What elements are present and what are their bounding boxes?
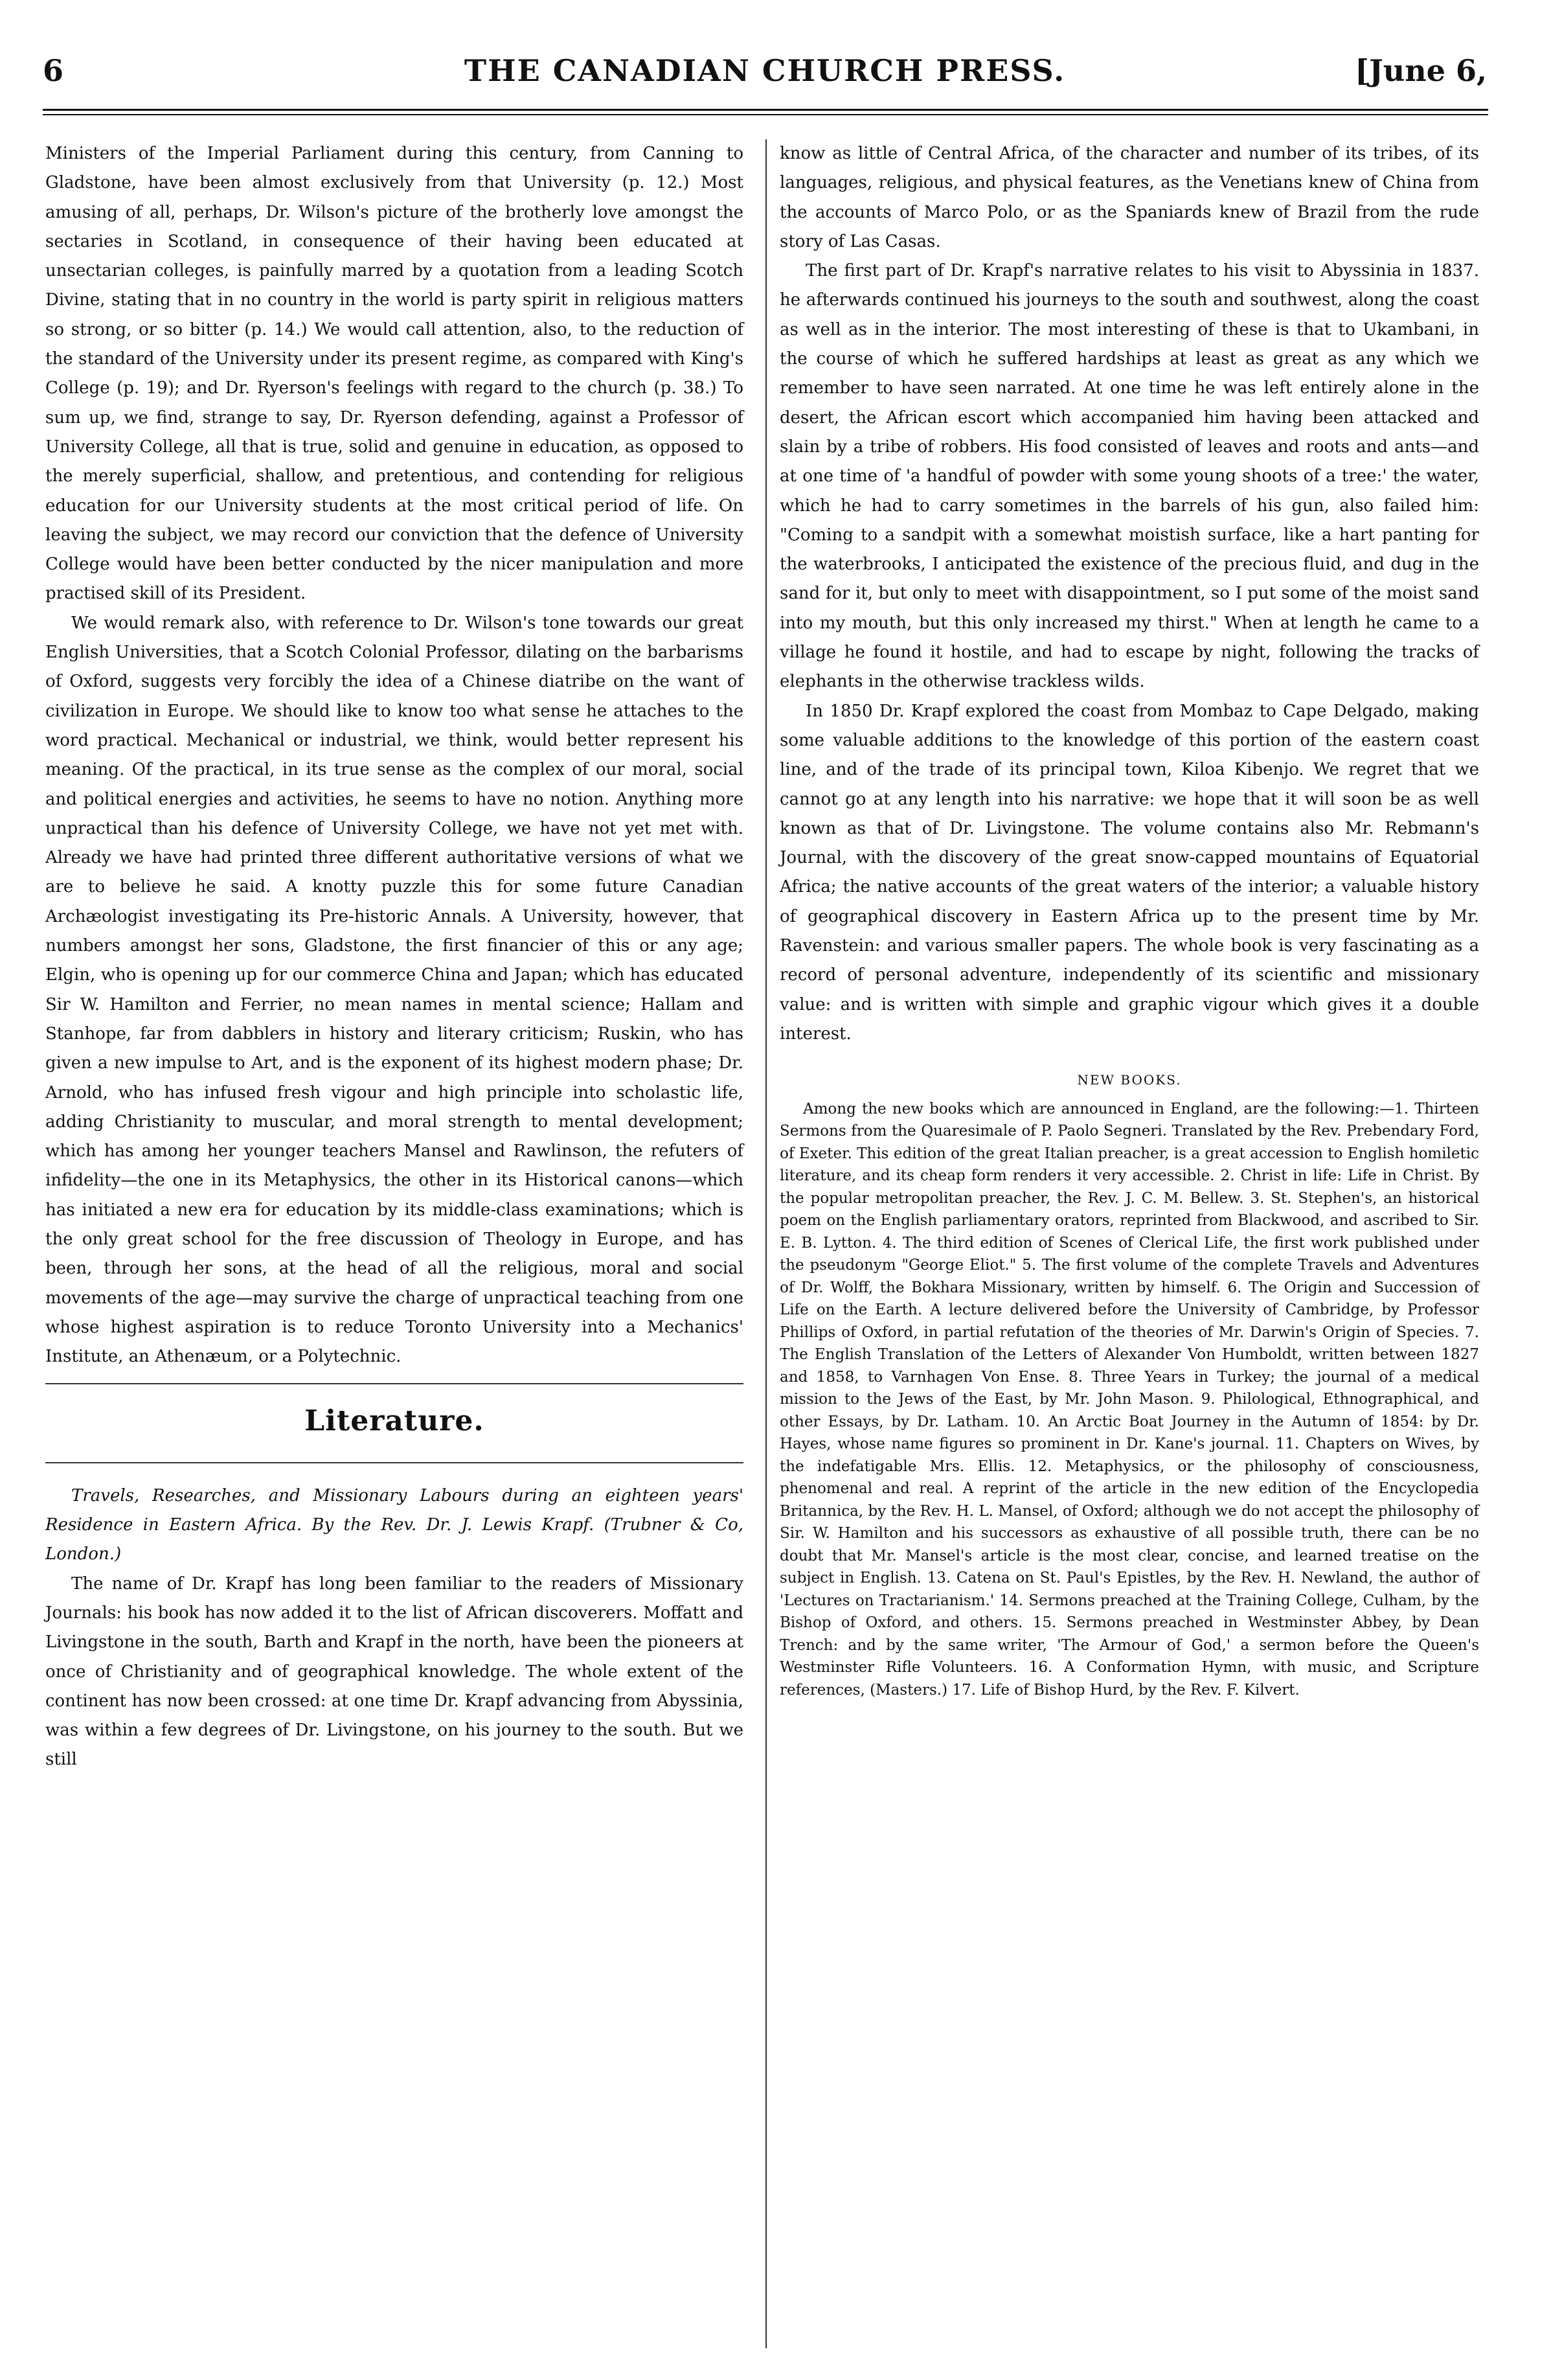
review-paragraph: The name of Dr. Krapf has long been familiar to the readers of Missionary Journals: his book has now added it to the list of African discoverers. Moffatt and Livingstone in the south, Barth and Krapf in the north, have been the pioneers at once of Christianity and of geographical knowledge. The whole extent of the continent has now been crossed: at one time Dr. Krapf advancing from Abyssinia, was within a few degrees of Dr. Livingstone, on his journey to the south. But we still	[45, 1573, 743, 1770]
left-column	[45, 139, 743, 1775]
review-heading: Travels, Researches, and Missionary Labours during an eighteen years' Residence in Eastern Africa. By the Rev. Dr. J. Lewis Krapf. (Trubner & Co, London.)	[45, 1485, 743, 1564]
newspaper-title: THE CANADIAN CHURCH PRESS.	[464, 53, 1066, 88]
new-books-heading: NEW BOOKS.	[1077, 1072, 1182, 1088]
article-paragraph: Ministers of the Imperial Parliament during this century, from Canning to Gladstone, have been almost exclusively from that University (p. 12.) Most amusing of all, perhaps, Dr. Wilson's picture of the brotherly love amongst the sectaries in Scotland, in consequence of their having been educated at unsectarian colleges, is painfully marred by a quotation from a leading Scotch Divine, stating that in no country in the world is party spirit in religious matters so strong, or so bitter (p. 14.) We would call attention, also, to the reduction of the standard of the University under its present regime, as compared with King's College (p. 19); and Dr. Ryerson's feelings with regard to the church (p. 38.) To sum up, we find, strange to say, Dr. Ryerson defending, against a Professor of University College, all that is true, solid and genuine in education, as opposed to the merely superficial, shallow, and pretentious, and contending for religious education for our University students at the most critical period of life. On leaving the subject, we may record our conviction that the defence of University College would have been better conducted by the nicer manipulation and more practised skill of its President.	[45, 144, 743, 604]
issue-date: [June 6,	[1355, 53, 1487, 88]
right-column	[780, 139, 1479, 1701]
header-rule	[43, 109, 1488, 115]
literature-heading: Literature.	[304, 1404, 484, 1438]
page-header	[43, 48, 1487, 100]
review-paragraph: In 1850 Dr. Krapf explored the coast from Mombaz to Cape Delgado, making some valuable additions to the knowledge of this portion of the eastern coast line, and of the trade of its principal town, Kiloa Kibenjo. We regret that we cannot go at any length into his narrative: we hope that it will soon be as well known as that of Dr. Livingstone. The volume contains also Mr. Rebmann's Journal, with the discovery of the great snow-capped mountains of Equatorial Africa; the native accounts of the great waters of the interior; a valuable history of geographical discovery in Eastern Africa up to the present time by Mr. Ravenstein: and various smaller papers. The whole book is very fascinating as a record of personal adventure, independently of its scientific and missionary value: and is written with simple and graphic vigour which gives it a double interest.	[780, 701, 1479, 1044]
review-paragraph: The first part of Dr. Krapf's narrative relates to his visit to Abyssinia in 1837. he afterwards continued his journeys to the south and southwest, along the coast as well as in the interior. The most interesting of these is that to Ukambani, in the course of which he suffered hardships at least as great as any which we remember to have seen narrated. At one time he was left entirely alone in the desert, the African escort which accompanied him having been attacked and slain by a tribe of robbers. His food consisted of leaves and roots and ants—and at one time of 'a handful of powder with some young shoots of a tree:' the water, which he had to carry sometimes in the barrels of his gun, also failed him: "Coming to a sandpit with a somewhat moistish surface, like a hart panting for the waterbrooks, I anticipated the existence of the precious fluid, and dug in the sand for it, but only to meet with disappointment, so I put some of the moist sand into my mouth, but this only increased my thirst." When at length he came to a village he found it hostile, and had to escape by night, following the tracks of elephants in the otherwise trackless wilds.	[780, 261, 1479, 692]
article-paragraph: We would remark also, with reference to Dr. Wilson's tone towards our great English Universities, that a Scotch Colonial Professor, dilating on the barbarisms of Oxford, suggests very forcibly the idea of a Chinese diatribe on the want of civilization in Europe. We should like to know too what sense he attaches to the word practical. Mechanical or industrial, we think, would better represent his meaning. Of the practical, in its true sense as the complex of our moral, social and political energies and activities, he seems to have no notion. Anything more unpractical than his defence of University College, we have not yet met with. Already we have had printed three different authoritative versions of what we are to believe he said. A knotty puzzle this for some future Canadian Archæologist investigating its Pre-historic Annals. A University, however, that numbers amongst her sons, Gladstone, the first financier of this or any age; Elgin, who is opening up for our commerce China and Japan; which has educated Sir W. Hamilton and Ferrier, no mean names in mental science; Hallam and Stanhope, far from dabblers in history and literary criticism; Ruskin, who has given a new impulse to Art, and is the exponent of its highest modern phase; Dr. Arnold, who has infused fresh vigour and high principle into scholastic life, adding Christianity to muscular, and moral strength to mental development; which has among her younger teachers Mansel and Rawlinson, the refuters of infidelity—the one in its Metaphysics, the other in its Historical canons—which has initiated a new era for education by its middle-class examinations; which is the only great school for the free discussion of Theology in Europe, and has been, through her sons, at the head of all the religious, moral and social movements of the age—may survive the charge of unpractical teaching from one whose highest aspiration is to reduce Toronto University into a Mechanics' Institute, an Athenæum, or a Polytechnic.	[45, 613, 743, 1367]
column-divider	[765, 139, 767, 2348]
review-paragraph: know as little of Central Africa, of the character and number of its tribes, of its languages, religious, and physical features, as the Venetians knew of China from the accounts of Marco Polo, or as the Spaniards knew of Brazil from the rude story of Las Casas.	[780, 144, 1479, 251]
section-rule-bottom	[45, 1462, 743, 1463]
new-books-list	[780, 1098, 1479, 1702]
new-books-text: Among the new books which are announced in England, are the following:—1. Thirteen Sermons from the Quaresimale of P. Paolo Segneri. Translated by the Rev. Prebendary Ford, of Exeter. This edition of the great Italian preacher, is a great accession to English homiletic literature, and its cheap form renders it very accessible. 2. Christ in life: Life in Christ. By the popular metropolitan preacher, the Rev. J. C. M. Bellew. 3. St. Stephen's, an historical poem on the English parliamentary orators, reprinted from Blackwood, and ascribed to Sir. E. B. Lytton. 4. The third edition of Scenes of Clerical Life, the first work published under the pseudonym "George Eliot." 5. The first volume of the complete Travels and Adventures of Dr. Wolff, the Bokhara Missionary, written by himself. 6. The Origin and Succession of Life on the Earth. A lecture delivered before the University of Cambridge, by Professor Phillips of Oxford, in partial refutation of the theories of Mr. Darwin's Origin of Species. 7. The English Translation of the Letters of Alexander Von Humboldt, written between 1827 and 1858, to Varnhagen Von Ense. 8. Three Years in Turkey; the journal of a medical mission to the Jews of the East, by Mr. John Mason. 9. Philological, Ethnographical, and other Essays, by Dr. Latham. 10. An Arctic Boat Journey in the Autumn of 1854: by Dr. Hayes, whose name figures so prominent in Dr. Kane's journal. 11. Chapters on Wives, by the indefatigable Mrs. Ellis. 12. Metaphysics, or the philosophy of consciousness, phenomenal and real. A reprint of the article in the new edition of the Encyclopedia Britannica, by the Rev. H. L. Mansel, of Oxford; although we do not accept the philosophy of Sir. W. Hamilton and his successors as exhaustive of all possible truth, there can be no doubt that Mr. Mansel's article is the most clear, concise, and learned treatise on the subject in English. 13. Catena on St. Paul's Epistles, by the Rev. H. Newland, the author of 'Lectures on Tractarianism.' 14. Sermons preached at the Training College, Culham, by the Bishop of Oxford, and others. 15. Sermons preached in Westminster Abbey, by Dean Trench: and by the same writer, 'The Armour of God,' a sermon before the Queen's Westminster Rifle Volunteers. 16. A Conformation Hymn, with music, and Scripture references, (Masters.) 17. Life of Bishop Hurd, by the Rev. F. Kilvert.	[780, 1100, 1479, 1699]
page-number: 6	[43, 53, 64, 88]
section-rule-top	[45, 1383, 743, 1384]
